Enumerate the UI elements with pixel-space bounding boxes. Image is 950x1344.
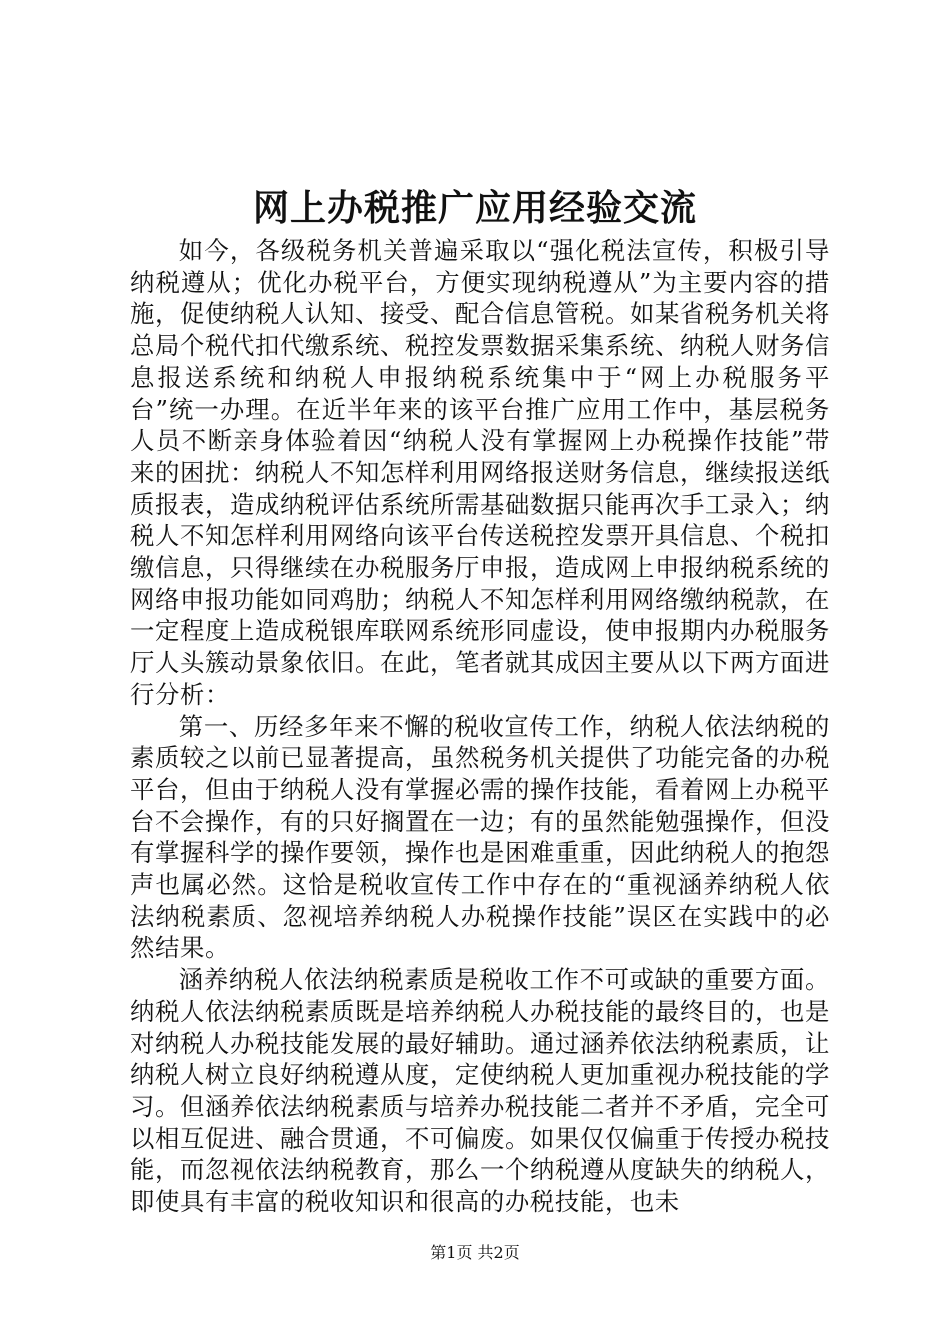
document-title: 网上办税推广应用经验交流 [252, 187, 697, 229]
paragraph-2: 第一、历经多年来不懈的税收宣传工作，纳税人依法纳税的素质较之以前已显著提高，虽然税务机关提供了功能完备的办税平台，但由于纳税人没有掌握必需的操作技能，看着网上办税平台不会操作，有的只好搁置在一边；有的虽然能勉强操作，但没有掌握科学的操作要领，操作也是困难重重，因此纳税人的抱怨声也属必然。这恰是税收宣传工作中存在的“重视涵养纳税人依法纳税素质、忽视培养纳税人办税操作技能”误区在实践中的必然结果。 [130, 711, 830, 963]
paragraph-3: 涵养纳税人依法纳税素质是税收工作不可或缺的重要方面。纳税人依法纳税素质既是培养纳税人办税技能的最终目的，也是对纳税人办税技能发展的最好辅助。通过涵养依法纳税素质，让纳税人树立良好纳税遵从度，定使纳税人更加重视办税技能的学习。但涵养依法纳税素质与培养办税技能二者并不矛盾，完全可以相互促进、融合贯通，不可偏废。如果仅仅偏重于传授办税技能，而忽视依法纳税教育，那么一个纳税遵从度缺失的纳税人，即使具有丰富的税收知识和很高的办税技能，也未 [130, 965, 830, 1217]
document-body [130, 235, 830, 1218]
page-footer: 第1页 共2页 [430, 1243, 520, 1262]
paragraph-1: 如今，各级税务机关普遍采取以“强化税法宣传，积极引导纳税遵从；优化办税平台，方便实现纳税遵从”为主要内容的措施，促使纳税人认知、接受、配合信息管税。如某省税务机关将总局个税代扣代缴系统、税控发票数据采集系统、纳税人财务信息报送系统和纳税人申报纳税系统集中于“网上办税服务平台”统一办理。在近半年来的该平台推广应用工作中，基层税务人员不断亲身体验着因“纳税人没有掌握网上办税操作技能”带来的困扰：纳税人不知怎样利用网络报送财务信息，继续报送纸质报表，造成纳税评估系统所需基础数据只能再次手工录入；纳税人不知怎样利用网络向该平台传送税控发票开具信息、个税扣缴信息，只得继续在办税服务厅申报，造成网上申报纳税系统的网络申报功能如同鸡肋；纳税人不知怎样利用网络缴纳税款，在一定程度上造成税银库联网系统形同虚设，使申报期内办税服务厅人头簇动景象依旧。在此，笔者就其成因主要从以下两方面进行分析： [130, 236, 830, 709]
